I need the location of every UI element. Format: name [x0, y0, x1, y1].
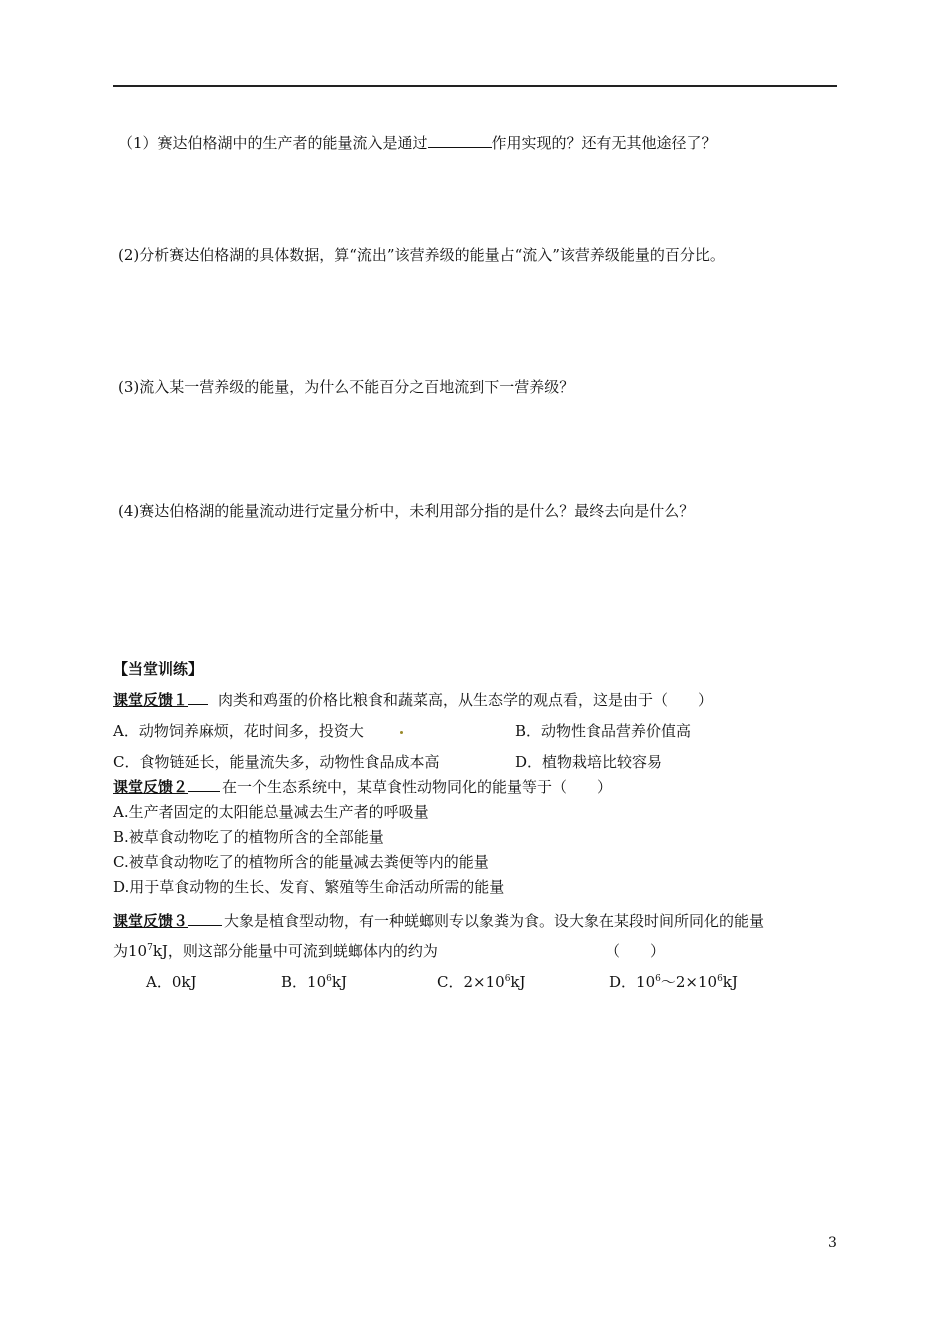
- feedback-3-option-a[interactable]: A．0kJ: [146, 973, 197, 991]
- question-1: [118, 132, 717, 153]
- feedback-3-stem: [113, 910, 764, 931]
- header-rule: [113, 85, 837, 87]
- answer-parentheses[interactable]: （ ）: [605, 942, 666, 960]
- feedback-3-question: 大象是植食型动物，有一种蜣螂则专以象粪为食。设大象在某段时间所同化的能量: [224, 912, 765, 930]
- feedback-1-question: 肉类和鸡蛋的价格比粮食和蔬菜高，从生态学的观点看，这是由于（ ）: [218, 691, 714, 709]
- feedback-1-option-a[interactable]: A．动物饲养麻烦，花时间多，投资大: [113, 720, 409, 741]
- feedback-2-option-a[interactable]: A.生产者固定的太阳能总量减去生产者的呼吸量: [113, 803, 429, 821]
- feedback-2-label: 课堂反馈２: [113, 778, 189, 796]
- feedback-2-question: 在一个生态系统中，某草食性动物同化的能量等于（ ）: [222, 778, 613, 796]
- feedback-1-label: 课堂反馈１: [113, 691, 189, 709]
- feedback-1-stem: [113, 689, 713, 710]
- feedback-2-option-b[interactable]: B.被草食动物吃了的植物所含的全部能量: [113, 828, 384, 846]
- label-underline: [188, 690, 208, 705]
- label-underline: [188, 911, 222, 926]
- stray-dot: [400, 731, 403, 734]
- question-1-text-end: 作用实现的？还有无其他途径了？: [491, 134, 717, 152]
- feedback-1-option-d[interactable]: D．植物栽培比较容易: [515, 753, 663, 771]
- feedback-3-stem-line2: 为$10^7kJ$，则这部分能量中可流到蜣螂体内的约为: [113, 942, 438, 960]
- feedback-1-option-c[interactable]: C．食物链延长，能量流失多，动物性食品成本高: [113, 753, 440, 771]
- question-1-text: （1）赛达伯格湖中的生产者的能量流入是通过: [118, 134, 428, 152]
- feedback-2-option-c[interactable]: C.被草食动物吃了的植物所含的能量减去粪便等内的能量: [113, 853, 489, 871]
- answer-blank[interactable]: [428, 133, 492, 148]
- feedback-3-label: 课堂反馈３: [113, 912, 189, 930]
- feedback-3-option-d[interactable]: D．$10^6\sim 2\times 10^6kJ$: [609, 973, 738, 991]
- feedback-1-option-b[interactable]: B．动物性食品营养价值高: [515, 722, 692, 740]
- feedback-3-option-c[interactable]: C．$2\times 10^6kJ$: [437, 973, 526, 991]
- feedback-2-option-d[interactable]: D.用于草食动物的生长、发育、繁殖等生命活动所需的能量: [113, 878, 505, 896]
- question-3: (3)流入某一营养级的能量，为什么不能百分之百地流到下一营养级？: [118, 378, 575, 396]
- label-underline: [188, 777, 220, 792]
- page-number: 3: [828, 1235, 837, 1251]
- question-4: (4)赛达伯格湖的能量流动进行定量分析中，未利用部分指的是什么？最终去向是什么？: [118, 502, 695, 520]
- feedback-2-stem: [113, 776, 612, 797]
- section-heading: 【当堂训练】: [113, 660, 204, 678]
- question-2: (2)分析赛达伯格湖的具体数据，算“流出”该营养级的能量占“流入”该营养级能量的百分比。: [118, 246, 725, 264]
- feedback-3-option-b[interactable]: B．$10^6kJ$: [281, 973, 347, 991]
